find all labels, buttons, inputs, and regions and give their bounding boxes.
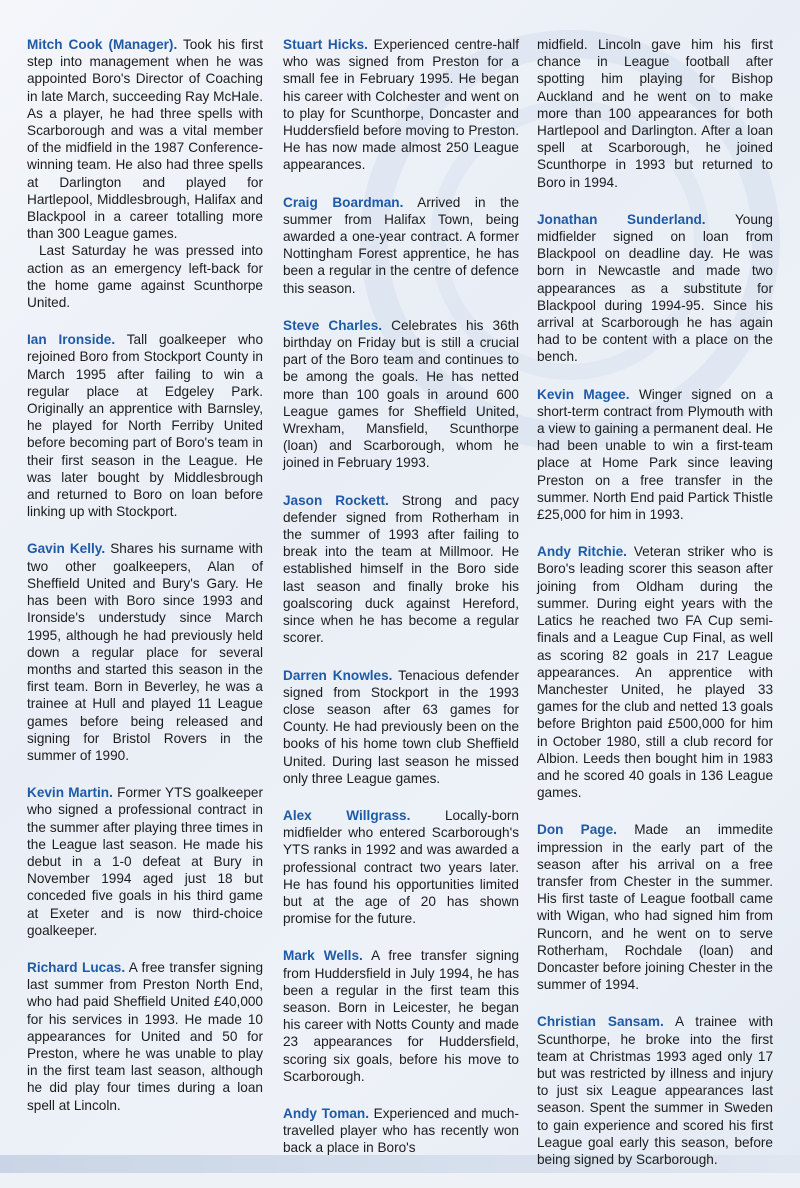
player-profile <box>537 211 773 366</box>
player-profile <box>283 194 519 297</box>
profile-text: A trainee with Scunthorpe, he broke into the first team at Christmas 1993 aged only 17 but was restricted by illness and injury to just six League appearances last season. Spent the summer in Sweden to gain experience and scored his first League goal early this season, before being signed by Scarborough. <box>537 1014 773 1167</box>
player-profile <box>537 821 773 993</box>
profile-paragraph <box>283 317 519 472</box>
profile-paragraph <box>537 821 773 993</box>
player-profile <box>283 1105 519 1157</box>
profile-paragraph <box>537 211 773 366</box>
column-2 <box>283 36 519 1177</box>
player-name: Andy Ritchie. <box>537 544 627 560</box>
player-name: Mitch Cook (Manager). <box>27 37 178 52</box>
player-name: Gavin Kelly. <box>27 541 106 557</box>
player-name: Don Page. <box>537 822 617 838</box>
player-profile <box>283 947 519 1085</box>
player-name: Jason Rockett. <box>283 492 389 508</box>
profile-text: Young midfielder signed on loan from Blackpool on deadline day. He was born in Newcastle and made two appearances as a substitute for Blackpool during 1994-95. Since his arrival at Scarborough he has again had to be content with a place on the bench. <box>537 211 773 365</box>
profile-text: midfield. Lincoln gave him his first chance in League football after spotting him playing for Bishop Auckland and he went on to make more than 100 appearances for both Hartlepool and Darlington. After a loan spell at Scarborough, he joined Scunthorpe in 1993 but returned to Boro in 1994. <box>537 37 773 190</box>
player-name: Richard Lucas. <box>27 959 126 975</box>
profile-paragraph <box>283 667 519 787</box>
player-name: Craig Boardman. <box>283 194 404 210</box>
profile-text: Took his first step into management when he was appointed Boro's Director of Coaching in late March, succeeding Ray McHale. As a player, he had three spells with Scarborough and was a vital member of the midfield in the 1987 Conference-winning team. He also had three spells at Darlington and played for Hartlepool, Middlesbrough, Halifax and Blackpool in a career totalling more than 300 League games. <box>27 37 264 242</box>
profile-paragraph <box>283 1105 519 1157</box>
profile-paragraph <box>537 543 773 801</box>
profile-text: Arrived in the summer from Halifax Town, being awarded a one-year contract. A former Nottingham Forest apprentice, he has been a regular in the centre of defence this season. <box>283 194 520 296</box>
player-profile <box>27 36 263 311</box>
player-profile <box>283 36 519 174</box>
profile-text: Made an immedite impression in the early part of the season after his arrival on a free transfer from Chester in the summer. His first taste of League football came with Wigan, who had signed him from Runcorn, and he went on to serve Rotherham, Rochdale (loan) and Doncaster before joining Chester in the summer of 1994. <box>537 822 774 993</box>
profile-text: Veteran striker who is Boro's leading scorer this season after joining from Oldham during the summer. During eight years with the Latics he reached two FA Cup semi-finals and a League Cup Final, as well as scoring 82 goals in 217 League appearances. An apprentice with Manchester United, he played 33 games for the club and netted 13 goals before Brighton paid £500,000 for him in October 1980, still a club record for Albion. Leeds then bought him in 1983 and he scored 40 goals in 136 League games. <box>537 544 774 801</box>
profile-text: Shares his surname with two other goalkeepers, Alan of Sheffield United and Bury's Gary. He has been with Boro since 1993 and Ironside's understudy since March 1995, although he had previously held down a regular place for several months and started this season in the first team. Born in Beverley, he was a trainee at Hull and played 11 League games before being released and signing for Bristol Rovers in the summer of 1990. <box>27 541 263 763</box>
player-name: Steve Charles. <box>283 317 383 333</box>
profile-text: A free transfer signing last summer from Preston North End, who had paid Sheffield United £40,000 for his services in 1993. He made 10 appearances for United and 50 for Preston, where he was unable to play in the first team last season, although he did play four times during a loan spell at Lincoln. <box>27 959 263 1113</box>
profile-text: Tenacious defender signed from Stockport in the 1993 close season after 63 games for County. He had previously been on the books of his home town club Sheffield United. During last season he missed only three League games. <box>283 667 520 786</box>
player-name: Stuart Hicks. <box>283 37 368 52</box>
profile-paragraph <box>27 959 263 1114</box>
player-profile <box>27 784 263 939</box>
profile-paragraph <box>283 36 519 174</box>
player-profile <box>537 386 773 524</box>
profile-text: Experienced centre-half who was signed from Preston for a small fee in February 1995. He began his career with Colchester and went on to play for Scunthorpe, Doncaster and Huddersfield before moving to Preston. He has now made almost 250 League appearances. <box>283 37 519 173</box>
profile-text: A free transfer signing from Huddersfield in July 1994, he has been a regular in the first team this season. Born in Leicester, he began his career with Notts County and made 23 appearances for Huddersfield, scoring six goals, before his move to Scarborough. <box>283 948 520 1084</box>
profile-text: Last Saturday he was pressed into action as an emergency left-back for the home game against Scunthorpe United. <box>27 243 263 311</box>
profile-paragraph <box>283 194 519 297</box>
player-name: Kevin Magee. <box>537 386 630 402</box>
player-profile <box>283 667 519 787</box>
column-3 <box>537 36 773 1188</box>
player-profile <box>283 807 519 927</box>
profile-paragraph <box>283 947 519 1085</box>
profile-paragraph <box>27 242 263 311</box>
profile-text: Former YTS goalkeeper who signed a professional contract in the summer after playing three times in the League last season. He made his debut in a 1-0 defeat at Bury in November 1994 aged just 18 but conceded five goals in his third game at Exeter and is now third-choice goalkeeper. <box>27 785 264 938</box>
player-profile <box>537 1013 773 1168</box>
column-1 <box>27 36 263 1134</box>
profile-paragraph <box>27 784 263 939</box>
profile-text: Strong and pacy defender signed from Rotherham in the summer of 1993 after failing to break into the team at Millmoor. He established himself in the Boro side last season and finally broke his goalscoring duck against Hereford, since when he has become a regular scorer. <box>283 492 519 646</box>
player-profile <box>27 959 263 1114</box>
player-profile <box>537 543 773 801</box>
profile-paragraph <box>27 36 263 242</box>
profile-text: Winger signed on a short-term contract from Plymouth with a view to gaining a permanent deal. He had been unable to win a first-team place at Home Park since leaving Preston on a free transfer in the summer. North End paid Partick Thistle £25,000 for him in 1993. <box>537 386 773 523</box>
player-profile <box>27 331 263 520</box>
player-name: Alex Willgrass. <box>283 807 411 823</box>
player-profile <box>27 540 263 764</box>
player-name: Darren Knowles. <box>283 667 393 683</box>
profile-paragraph <box>537 386 773 524</box>
profile-text: Locally-born midfielder who entered Scarborough's YTS ranks in 1992 and was awarded a professional contract two years later. He has found his opportunities limited but at the age of 20 has shown promise for the future. <box>283 807 519 927</box>
player-name: Jonathan Sunderland. <box>537 211 706 227</box>
player-name: Mark Wells. <box>283 948 363 964</box>
profile-text: Celebrates his 36th birthday on Friday but is still a crucial part of the Boro team and continues to be among the goals. He has netted more than 100 goals in around 600 League games for Sheffield United, Wrexham, Mansfield, Scunthorpe (loan) and Scarborough, whom he joined in February 1993. <box>283 317 519 471</box>
player-profile <box>283 317 519 472</box>
player-name: Andy Toman. <box>283 1105 369 1121</box>
player-name: Ian Ironside. <box>27 332 116 348</box>
player-profile <box>283 492 519 647</box>
player-profile <box>537 36 773 191</box>
profile-paragraph <box>283 492 519 647</box>
player-name: Kevin Martin. <box>27 785 113 801</box>
profile-paragraph <box>27 540 263 764</box>
profile-paragraph <box>537 1013 773 1168</box>
profile-paragraph <box>283 807 519 927</box>
profile-text: Tall goalkeeper who rejoined Boro from Stockport County in March 1995 after failing to win a regular place at Edgeley Park. Originally an apprentice with Barnsley, he played for North Ferriby United before becoming part of Boro's team in their first season in the League. He was later bought by Middlesbrough and returned to Boro on loan before linking up with Stockport. <box>27 332 264 520</box>
profile-paragraph <box>27 331 263 520</box>
profile-text: Experienced and much-travelled player who has recently won back a place in Boro's <box>283 1105 520 1156</box>
profile-paragraph <box>537 36 773 191</box>
player-name: Christian Sansam. <box>537 1014 664 1030</box>
